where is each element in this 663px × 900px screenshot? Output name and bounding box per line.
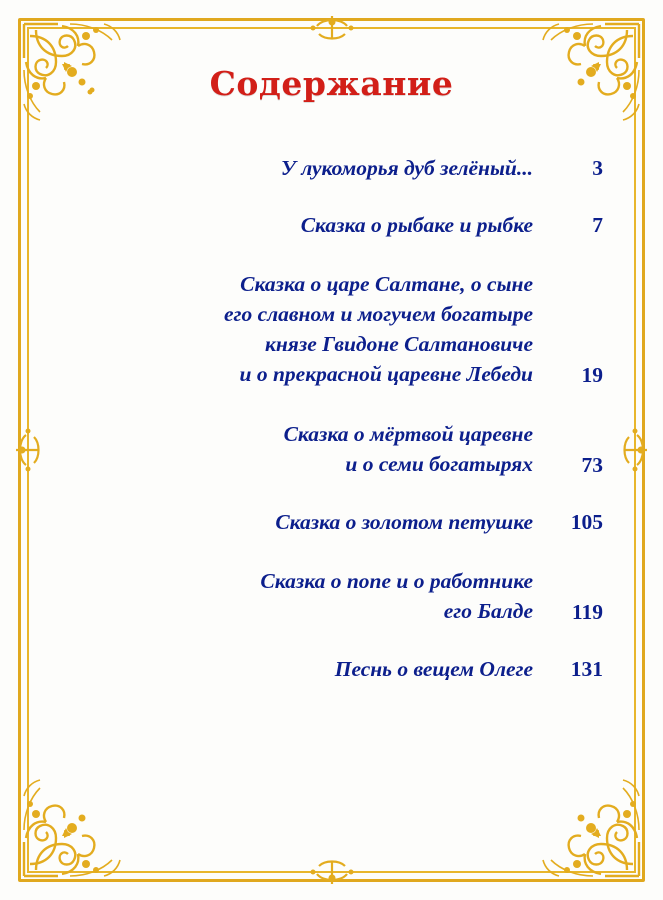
toc-entry[interactable] [60, 212, 603, 239]
floral-edge-ornament-icon [621, 415, 651, 485]
page-title: Содержание [209, 64, 454, 103]
toc-entry-title-line: его Балде [443, 599, 533, 623]
toc-entry-page: 131 [570, 657, 603, 681]
toc-entry[interactable] [60, 269, 603, 389]
toc-entry-title: Сказка о рыбаке и рыбке [300, 213, 533, 237]
toc-entry-title: У лукоморья дуб зелёный... [280, 156, 533, 180]
toc-entry-title-line: и о прекрасной царевне Лебеди [239, 362, 533, 386]
toc-entry-title-line: Сказка о мёртвой царевне [283, 422, 533, 446]
toc-entry[interactable] [60, 509, 603, 536]
floral-edge-ornament-icon [297, 12, 367, 42]
toc-entry[interactable] [60, 419, 603, 479]
floral-edge-ornament-icon [297, 858, 367, 888]
toc-entry-page: 105 [570, 510, 603, 534]
toc-entry-title-line: Сказка о царе Салтане, о сыне [240, 272, 533, 296]
floral-edge-ornament-icon [12, 415, 42, 485]
toc-entry[interactable] [60, 566, 603, 626]
toc-entry-page: 73 [581, 453, 603, 477]
toc-entry-page: 19 [581, 363, 603, 387]
toc-entry-title [60, 419, 551, 479]
toc-entry[interactable] [60, 155, 603, 182]
toc-entry-title-line: князе Гвидоне Салтановиче [264, 332, 533, 356]
table-of-contents [60, 155, 603, 683]
toc-entry-title [60, 269, 551, 389]
toc-entry[interactable] [60, 656, 603, 683]
toc-entry-page: 7 [592, 213, 603, 237]
toc-entry-page: 119 [571, 600, 603, 624]
page-content [60, 46, 603, 840]
toc-entry-title-line: Сказка о попе и о работнике [260, 569, 533, 593]
toc-entry-title: Сказка о золотом петушке [275, 510, 533, 534]
toc-entry-title [60, 566, 551, 626]
toc-entry-title-line: его славном и могучем богатыре [223, 302, 533, 326]
toc-entry-title-line: и о семи богатырях [345, 452, 533, 476]
toc-entry-page: 3 [592, 156, 603, 180]
toc-entry-title: Песнь о вещем Олеге [334, 657, 533, 681]
